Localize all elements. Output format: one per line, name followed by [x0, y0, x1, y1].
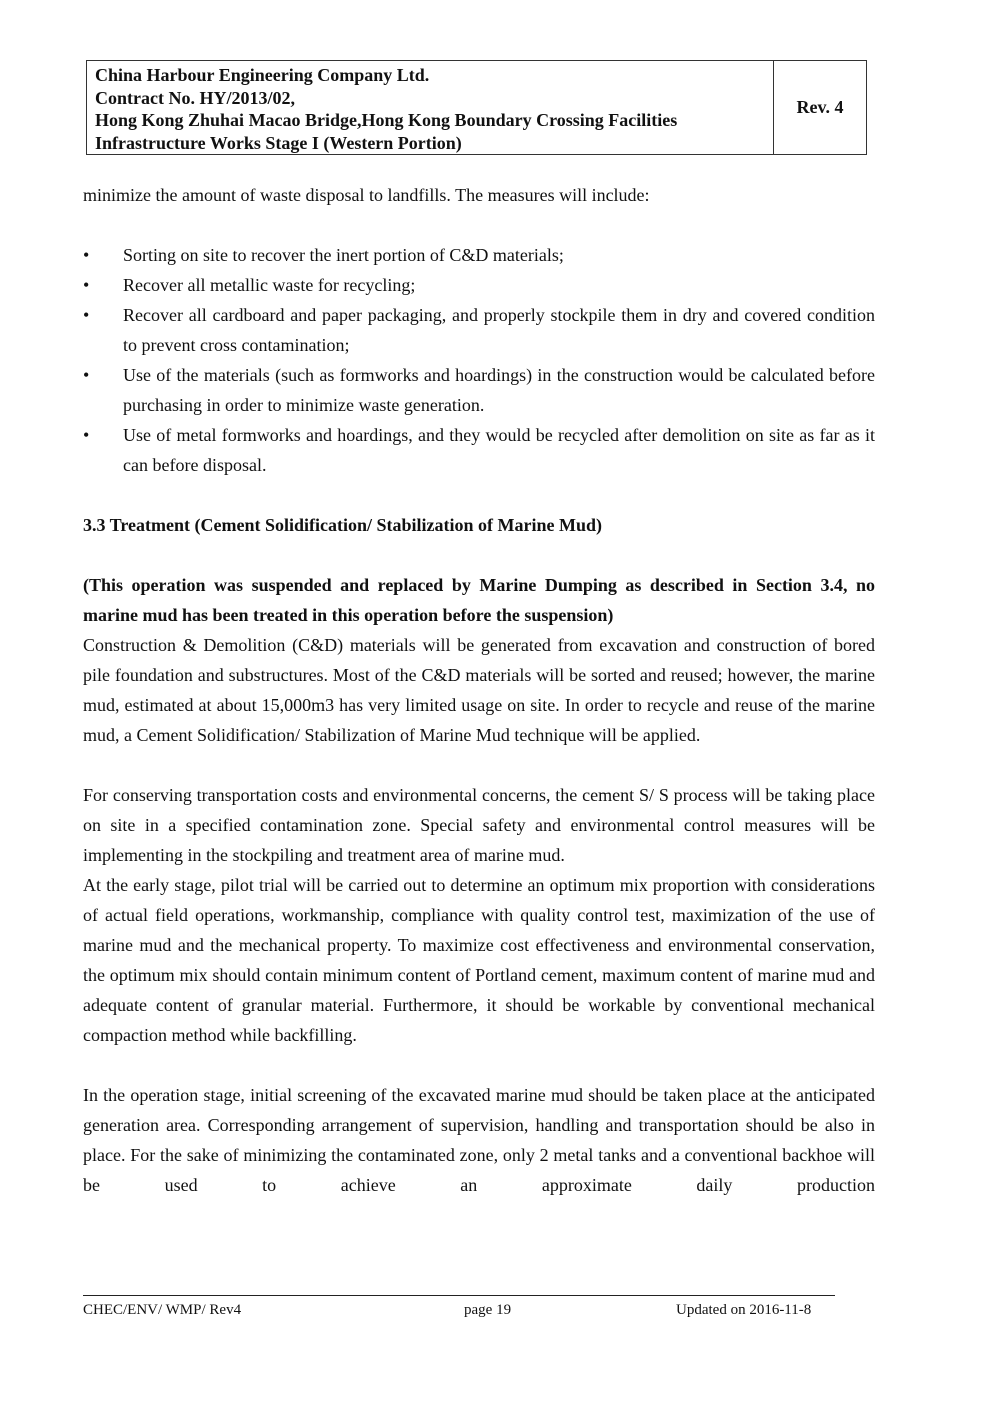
list-item-text: Use of metal formworks and hoardings, and they would be recycled after demolition on site as far as it can before disposal.	[123, 425, 875, 475]
list-item	[83, 240, 875, 270]
revision-label: Rev. 4	[796, 97, 844, 117]
document-header-box	[86, 60, 867, 155]
footer-updated-date: Updated on 2016-11-8	[676, 1302, 812, 1318]
footer-divider	[83, 1295, 835, 1296]
header-works: Infrastructure Works Stage I (Western Portion)	[95, 132, 462, 153]
list-item-text: Sorting on site to recover the inert portion of C&D materials;	[123, 245, 564, 265]
list-item-text: Recover all cardboard and paper packaging, and properly stockpile them in dry and covered condition to prevent cross contamination;	[123, 305, 875, 355]
body-paragraph: Construction & Demolition (C&D) materials will be generated from excavation and construction of bored pile foundation and substructures. Most of the C&D materials will be sorted and reused; however, the marine mud, estimated at about 15,000m3 has very limited usage on site. In order to recycle and reuse of the marine mud, a Cement Solidification/ Stabilization of Marine Mud technique will be applied.	[83, 635, 875, 745]
measures-list	[83, 240, 875, 480]
list-item	[83, 360, 875, 420]
header-project: Hong Kong Zhuhai Macao Bridge,Hong Kong Boundary Crossing Facilities	[95, 110, 678, 130]
list-item-text: Use of the materials (such as formworks and hoardings) in the construction would be calculated before purchasing in order to minimize waste generation.	[123, 365, 875, 415]
list-item	[83, 300, 875, 360]
header-revision-cell	[774, 61, 866, 154]
body-paragraph: For conserving transportation costs and environmental concerns, the cement S/ S process will be taking place on site in a specified contamination zone. Special safety and environmental control measures will be implementing in the stockpiling and treatment area of marine mud.	[83, 785, 875, 865]
list-item-text: Recover all metallic waste for recycling;	[123, 275, 416, 295]
header-company: China Harbour Engineering Company Ltd.	[95, 65, 430, 85]
footer-page-number: page 19	[464, 1302, 512, 1318]
footer-doc-ref: CHEC/ENV/ WMP/ Rev4	[83, 1302, 242, 1318]
intro-paragraph: minimize the amount of waste disposal to landfills. The measures will include:	[83, 185, 650, 205]
section-heading: 3.3 Treatment (Cement Solidification/ Stabilization of Marine Mud)	[83, 515, 602, 535]
bullet-icon: •	[83, 365, 90, 385]
bullet-icon: •	[83, 275, 90, 295]
bullet-icon: •	[83, 425, 90, 445]
body-paragraph: At the early stage, pilot trial will be carried out to determine an optimum mix proportion with considerations of actual field operations, workmanship, compliance with quality control test, maximization of the use of marine mud and the mechanical property. To maximize cost effectiveness and environmental conservation, the optimum mix should contain minimum content of Portland cement, maximum content of marine mud and adequate content of granular material. Furthermore, it should be workable by conventional mechanical compaction method while backfilling.	[83, 875, 875, 1045]
page-body	[83, 180, 875, 1200]
list-item	[83, 270, 875, 300]
suspension-note: (This operation was suspended and replaced by Marine Dumping as described in Section 3.4, no marine mud has been treated in this operation before the suspension)	[83, 575, 875, 625]
bullet-icon: •	[83, 245, 90, 265]
body-paragraph: In the operation stage, initial screening of the excavated marine mud should be taken place at the anticipated generation area. Corresponding arrangement of supervision, handling and transportation should be also in place. For the sake of minimizing the contaminated zone, only 2 metal tanks and a conventional backhoe will be used to achieve an approximate daily production	[83, 1085, 875, 1195]
header-contract: Contract No. HY/2013/02,	[95, 87, 295, 108]
list-item	[83, 420, 875, 480]
header-title-block	[87, 61, 774, 154]
bullet-icon: •	[83, 305, 90, 325]
